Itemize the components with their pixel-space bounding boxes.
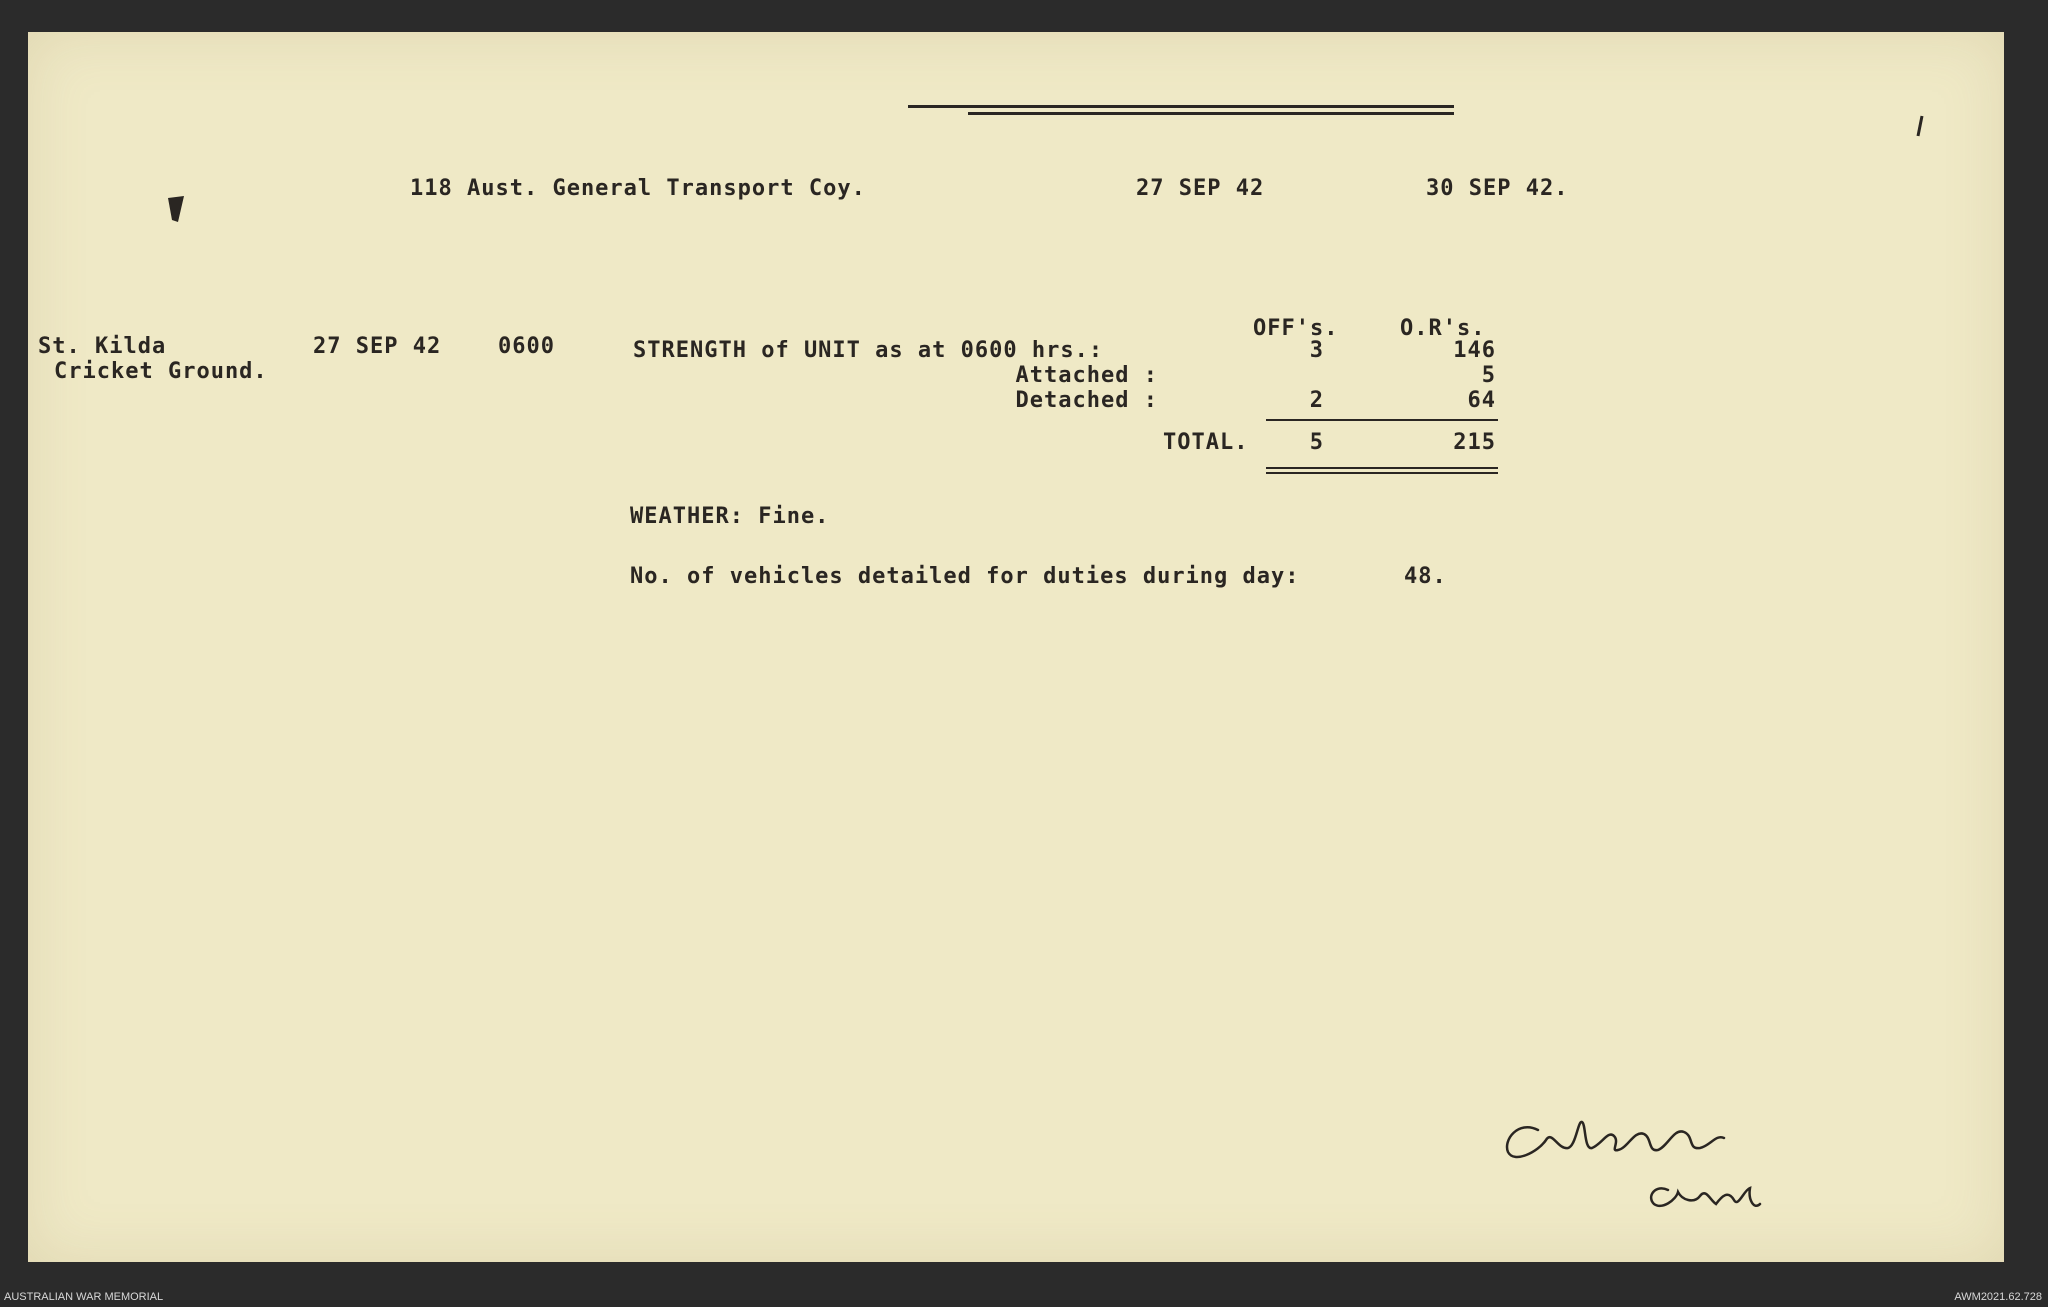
weather-line: WEATHER: Fine. [630,504,830,529]
header-rule-bottom [968,112,1454,115]
header-rule-top [908,105,1454,108]
detached-ors: 64 [1467,388,1496,413]
punch-mark [162,192,192,232]
strength-offs: 3 [1309,338,1324,363]
total-ors: 215 [1453,430,1496,455]
date-from: 27 SEP 42 [1136,176,1265,201]
total-rule-1 [1266,467,1498,469]
place-line-1: St. Kilda [38,334,167,359]
attached-label: Attached : [1015,363,1158,388]
total-offs: 5 [1309,430,1324,455]
strength-label: STRENGTH of UNIT as at 0600 hrs.: [633,338,1104,363]
total-label: TOTAL. [1163,430,1249,455]
col-header-ors: O.R's. [1400,316,1486,341]
vehicles-label: No. of vehicles detailed for duties during day: [630,564,1300,589]
strength-ors: 146 [1453,338,1496,363]
entry-time: 0600 [498,334,555,359]
footer-left: AUSTRALIAN WAR MEMORIAL [4,1291,164,1303]
tick-mark [1910,112,1930,142]
subtotal-rule [1266,419,1498,421]
date-to: 30 SEP 42. [1426,176,1569,201]
handwritten-signature [1498,1100,1838,1250]
detached-label: Detached : [1015,388,1158,413]
footer-right: AWM2021.62.728 [1954,1291,2042,1303]
place-line-2: Cricket Ground. [54,359,268,384]
attached-ors: 5 [1481,363,1496,388]
unit-name: 118 Aust. General Transport Coy. [410,176,866,201]
detached-offs: 2 [1309,388,1324,413]
document-page [28,32,2004,1262]
col-header-offs: OFF's. [1253,316,1339,341]
total-rule-2 [1266,472,1498,474]
entry-date: 27 SEP 42 [313,334,442,359]
vehicles-value: 48. [1404,564,1447,589]
